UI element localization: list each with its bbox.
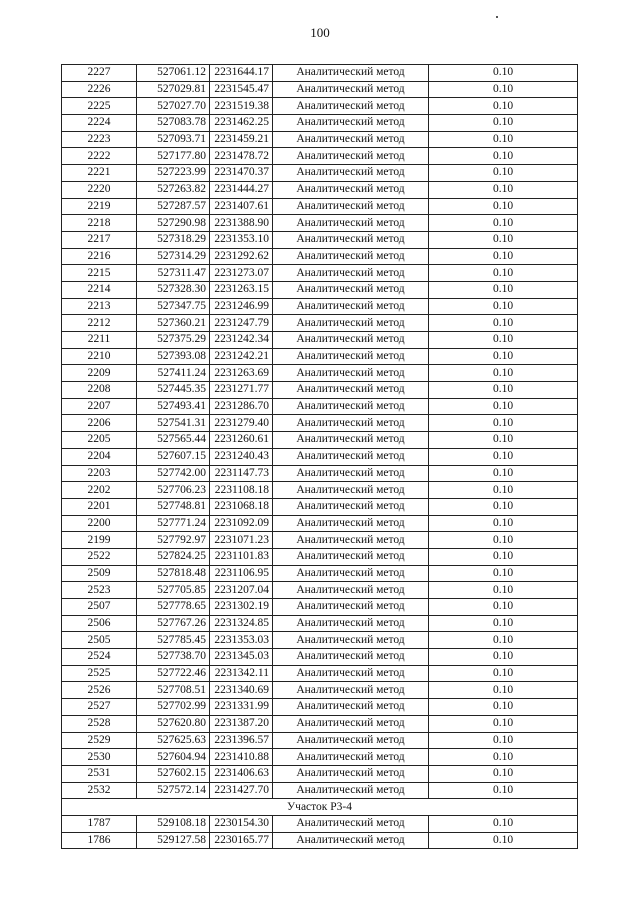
accuracy-cell: 0.10 [429,115,578,132]
point-number-cell: 2202 [62,482,137,499]
point-number-cell: 2222 [62,148,137,165]
accuracy-cell: 0.10 [429,415,578,432]
x-coordinate-cell: 527360.21 [137,315,210,332]
y-coordinate-cell: 2231388.90 [210,215,273,232]
point-number-cell: 2212 [62,315,137,332]
y-coordinate-cell: 2231407.61 [210,198,273,215]
table-row [62,548,578,565]
method-cell: Аналитический метод [273,715,429,732]
accuracy-cell: 0.10 [429,281,578,298]
point-number-cell: 2213 [62,298,137,315]
y-coordinate-cell: 2231478.72 [210,148,273,165]
point-number-cell: 2201 [62,498,137,515]
accuracy-cell: 0.10 [429,515,578,532]
x-coordinate-cell: 527625.63 [137,732,210,749]
table-row [62,615,578,632]
point-number-cell: 2505 [62,632,137,649]
x-coordinate-cell: 527620.80 [137,715,210,732]
x-coordinate-cell: 527748.81 [137,498,210,515]
x-coordinate-cell: 527604.94 [137,749,210,766]
x-coordinate-cell: 527541.31 [137,415,210,432]
y-coordinate-cell: 2231302.19 [210,599,273,616]
x-coordinate-cell: 527347.75 [137,298,210,315]
x-coordinate-cell: 527290.98 [137,215,210,232]
point-number-cell: 2506 [62,615,137,632]
point-number-cell: 2216 [62,248,137,265]
accuracy-cell: 0.10 [429,815,578,832]
accuracy-cell: 0.10 [429,782,578,799]
accuracy-cell: 0.10 [429,382,578,399]
point-number-cell: 2226 [62,81,137,98]
x-coordinate-cell: 527287.57 [137,198,210,215]
table-row [62,181,578,198]
y-coordinate-cell: 2231324.85 [210,615,273,632]
point-number-cell: 2218 [62,215,137,232]
y-coordinate-cell: 2231106.95 [210,565,273,582]
table-row [62,65,578,82]
y-coordinate-cell: 2231462.25 [210,115,273,132]
accuracy-cell: 0.10 [429,65,578,82]
accuracy-cell: 0.10 [429,832,578,849]
y-coordinate-cell: 2231292.62 [210,248,273,265]
y-coordinate-cell: 2231092.09 [210,515,273,532]
method-cell: Аналитический метод [273,615,429,632]
table-row [62,215,578,232]
table-row [62,749,578,766]
y-coordinate-cell: 2231271.77 [210,382,273,399]
accuracy-cell: 0.10 [429,498,578,515]
method-cell: Аналитический метод [273,81,429,98]
method-cell: Аналитический метод [273,448,429,465]
accuracy-cell: 0.10 [429,448,578,465]
section-title: Участок Р3-4 [62,799,578,816]
table-row [62,782,578,799]
y-coordinate-cell: 2231353.10 [210,231,273,248]
table-row [62,649,578,666]
point-number-cell: 2530 [62,749,137,766]
method-cell: Аналитический метод [273,382,429,399]
accuracy-cell: 0.10 [429,749,578,766]
x-coordinate-cell: 527223.99 [137,165,210,182]
accuracy-cell: 0.10 [429,265,578,282]
y-coordinate-cell: 2231519.38 [210,98,273,115]
method-cell: Аналитический метод [273,732,429,749]
y-coordinate-cell: 2230165.77 [210,832,273,849]
method-cell: Аналитический метод [273,565,429,582]
accuracy-cell: 0.10 [429,432,578,449]
table-row [62,198,578,215]
x-coordinate-cell: 527706.23 [137,482,210,499]
method-cell: Аналитический метод [273,432,429,449]
y-coordinate-cell: 2231286.70 [210,398,273,415]
point-number-cell: 2203 [62,465,137,482]
y-coordinate-cell: 2231207.04 [210,582,273,599]
accuracy-cell: 0.10 [429,699,578,716]
method-cell: Аналитический метод [273,215,429,232]
point-number-cell: 2507 [62,599,137,616]
x-coordinate-cell: 527705.85 [137,582,210,599]
point-number-cell: 2522 [62,548,137,565]
table-row [62,98,578,115]
accuracy-cell: 0.10 [429,565,578,582]
method-cell: Аналитический метод [273,665,429,682]
point-number-cell: 2223 [62,131,137,148]
x-coordinate-cell: 529127.58 [137,832,210,849]
accuracy-cell: 0.10 [429,548,578,565]
table-row [62,165,578,182]
point-number-cell: 2205 [62,432,137,449]
section-header-row [62,799,578,816]
point-number-cell: 2214 [62,281,137,298]
x-coordinate-cell: 527824.25 [137,548,210,565]
y-coordinate-cell: 2231260.61 [210,432,273,449]
x-coordinate-cell: 527029.81 [137,81,210,98]
y-coordinate-cell: 2231279.40 [210,415,273,432]
method-cell: Аналитический метод [273,65,429,82]
table-row [62,682,578,699]
x-coordinate-cell: 527093.71 [137,131,210,148]
method-cell: Аналитический метод [273,248,429,265]
point-number-cell: 2225 [62,98,137,115]
x-coordinate-cell: 527411.24 [137,365,210,382]
x-coordinate-cell: 527767.26 [137,615,210,632]
method-cell: Аналитический метод [273,548,429,565]
accuracy-cell: 0.10 [429,632,578,649]
x-coordinate-cell: 527565.44 [137,432,210,449]
table-row [62,715,578,732]
y-coordinate-cell: 2231396.57 [210,732,273,749]
accuracy-cell: 0.10 [429,148,578,165]
y-coordinate-cell: 2231387.20 [210,715,273,732]
table-row [62,398,578,415]
method-cell: Аналитический метод [273,281,429,298]
point-number-cell: 2208 [62,382,137,399]
table-row [62,248,578,265]
accuracy-cell: 0.10 [429,131,578,148]
method-cell: Аналитический метод [273,265,429,282]
table-row [62,281,578,298]
point-number-cell: 2528 [62,715,137,732]
x-coordinate-cell: 527572.14 [137,782,210,799]
y-coordinate-cell: 2231263.69 [210,365,273,382]
point-number-cell: 2204 [62,448,137,465]
method-cell: Аналитический метод [273,749,429,766]
y-coordinate-cell: 2231410.88 [210,749,273,766]
x-coordinate-cell: 527742.00 [137,465,210,482]
point-number-cell: 2210 [62,348,137,365]
point-number-cell: 2523 [62,582,137,599]
method-cell: Аналитический метод [273,649,429,666]
accuracy-cell: 0.10 [429,231,578,248]
accuracy-cell: 0.10 [429,732,578,749]
x-coordinate-cell: 527785.45 [137,632,210,649]
point-number-cell: 2509 [62,565,137,582]
accuracy-cell: 0.10 [429,198,578,215]
method-cell: Аналитический метод [273,365,429,382]
x-coordinate-cell: 527393.08 [137,348,210,365]
point-number-cell: 2200 [62,515,137,532]
method-cell: Аналитический метод [273,815,429,832]
x-coordinate-cell: 527263.82 [137,181,210,198]
accuracy-cell: 0.10 [429,465,578,482]
coordinates-table [61,64,578,849]
table-row [62,432,578,449]
method-cell: Аналитический метод [273,782,429,799]
table-row [62,332,578,349]
accuracy-cell: 0.10 [429,315,578,332]
accuracy-cell: 0.10 [429,615,578,632]
y-coordinate-cell: 2231644.17 [210,65,273,82]
y-coordinate-cell: 2231331.99 [210,699,273,716]
method-cell: Аналитический метод [273,515,429,532]
point-number-cell: 2526 [62,682,137,699]
table-row [62,832,578,849]
point-number-cell: 2531 [62,765,137,782]
accuracy-cell: 0.10 [429,682,578,699]
y-coordinate-cell: 2231545.47 [210,81,273,98]
method-cell: Аналитический метод [273,482,429,499]
accuracy-cell: 0.10 [429,248,578,265]
method-cell: Аналитический метод [273,582,429,599]
method-cell: Аналитический метод [273,398,429,415]
y-coordinate-cell: 2231108.18 [210,482,273,499]
x-coordinate-cell: 527708.51 [137,682,210,699]
x-coordinate-cell: 527027.70 [137,98,210,115]
method-cell: Аналитический метод [273,599,429,616]
y-coordinate-cell: 2231242.34 [210,332,273,349]
method-cell: Аналитический метод [273,348,429,365]
table-row [62,265,578,282]
x-coordinate-cell: 527314.29 [137,248,210,265]
x-coordinate-cell: 527818.48 [137,565,210,582]
table-row [62,765,578,782]
table-row [62,632,578,649]
accuracy-cell: 0.10 [429,215,578,232]
method-cell: Аналитический метод [273,765,429,782]
y-coordinate-cell: 2231444.27 [210,181,273,198]
x-coordinate-cell: 527177.80 [137,148,210,165]
point-number-cell: 2527 [62,699,137,716]
scan-speck [496,16,498,18]
point-number-cell: 2217 [62,231,137,248]
accuracy-cell: 0.10 [429,165,578,182]
point-number-cell: 2220 [62,181,137,198]
table-row [62,298,578,315]
table-row [62,148,578,165]
point-number-cell: 2221 [62,165,137,182]
method-cell: Аналитический метод [273,699,429,716]
method-cell: Аналитический метод [273,315,429,332]
point-number-cell: 1787 [62,815,137,832]
point-number-cell: 2525 [62,665,137,682]
table-row [62,231,578,248]
method-cell: Аналитический метод [273,181,429,198]
y-coordinate-cell: 2231427.70 [210,782,273,799]
accuracy-cell: 0.10 [429,482,578,499]
table-row [62,348,578,365]
y-coordinate-cell: 2231068.18 [210,498,273,515]
y-coordinate-cell: 2231246.99 [210,298,273,315]
table-row [62,81,578,98]
point-number-cell: 2219 [62,198,137,215]
y-coordinate-cell: 2231353.03 [210,632,273,649]
x-coordinate-cell: 527445.35 [137,382,210,399]
method-cell: Аналитический метод [273,198,429,215]
x-coordinate-cell: 527493.41 [137,398,210,415]
table-row [62,815,578,832]
accuracy-cell: 0.10 [429,599,578,616]
y-coordinate-cell: 2230154.30 [210,815,273,832]
method-cell: Аналитический метод [273,632,429,649]
x-coordinate-cell: 527722.46 [137,665,210,682]
x-coordinate-cell: 527318.29 [137,231,210,248]
method-cell: Аналитический метод [273,131,429,148]
accuracy-cell: 0.10 [429,365,578,382]
accuracy-cell: 0.10 [429,298,578,315]
x-coordinate-cell: 527607.15 [137,448,210,465]
x-coordinate-cell: 527311.47 [137,265,210,282]
accuracy-cell: 0.10 [429,332,578,349]
table-row [62,498,578,515]
accuracy-cell: 0.10 [429,81,578,98]
x-coordinate-cell: 529108.18 [137,815,210,832]
table-row [62,115,578,132]
x-coordinate-cell: 527602.15 [137,765,210,782]
method-cell: Аналитический метод [273,231,429,248]
x-coordinate-cell: 527771.24 [137,515,210,532]
method-cell: Аналитический метод [273,115,429,132]
x-coordinate-cell: 527061.12 [137,65,210,82]
y-coordinate-cell: 2231342.11 [210,665,273,682]
table-row [62,482,578,499]
method-cell: Аналитический метод [273,498,429,515]
x-coordinate-cell: 527778.65 [137,599,210,616]
table-row [62,448,578,465]
point-number-cell: 2529 [62,732,137,749]
x-coordinate-cell: 527738.70 [137,649,210,666]
y-coordinate-cell: 2231101.83 [210,548,273,565]
accuracy-cell: 0.10 [429,348,578,365]
y-coordinate-cell: 2231263.15 [210,281,273,298]
y-coordinate-cell: 2231247.79 [210,315,273,332]
point-number-cell: 2227 [62,65,137,82]
y-coordinate-cell: 2231459.21 [210,131,273,148]
accuracy-cell: 0.10 [429,715,578,732]
table-row [62,732,578,749]
table-row [62,365,578,382]
method-cell: Аналитический метод [273,832,429,849]
point-number-cell: 2215 [62,265,137,282]
table-row [62,699,578,716]
y-coordinate-cell: 2231345.03 [210,649,273,666]
method-cell: Аналитический метод [273,98,429,115]
point-number-cell: 2524 [62,649,137,666]
point-number-cell: 2532 [62,782,137,799]
point-number-cell: 1786 [62,832,137,849]
accuracy-cell: 0.10 [429,582,578,599]
table-row [62,382,578,399]
y-coordinate-cell: 2231406.63 [210,765,273,782]
method-cell: Аналитический метод [273,148,429,165]
method-cell: Аналитический метод [273,165,429,182]
accuracy-cell: 0.10 [429,649,578,666]
point-number-cell: 2199 [62,532,137,549]
x-coordinate-cell: 527702.99 [137,699,210,716]
accuracy-cell: 0.10 [429,665,578,682]
method-cell: Аналитический метод [273,298,429,315]
table-row [62,515,578,532]
coordinates-table-container [61,64,577,849]
method-cell: Аналитический метод [273,465,429,482]
x-coordinate-cell: 527375.29 [137,332,210,349]
y-coordinate-cell: 2231147.73 [210,465,273,482]
method-cell: Аналитический метод [273,682,429,699]
table-row [62,465,578,482]
x-coordinate-cell: 527328.30 [137,281,210,298]
point-number-cell: 2206 [62,415,137,432]
y-coordinate-cell: 2231071.23 [210,532,273,549]
accuracy-cell: 0.10 [429,398,578,415]
point-number-cell: 2209 [62,365,137,382]
point-number-cell: 2211 [62,332,137,349]
point-number-cell: 2224 [62,115,137,132]
y-coordinate-cell: 2231242.21 [210,348,273,365]
x-coordinate-cell: 527083.78 [137,115,210,132]
y-coordinate-cell: 2231273.07 [210,265,273,282]
table-row [62,599,578,616]
y-coordinate-cell: 2231340.69 [210,682,273,699]
table-row [62,665,578,682]
y-coordinate-cell: 2231240.43 [210,448,273,465]
y-coordinate-cell: 2231470.37 [210,165,273,182]
table-row [62,565,578,582]
table-row [62,315,578,332]
table-row [62,532,578,549]
method-cell: Аналитический метод [273,532,429,549]
method-cell: Аналитический метод [273,332,429,349]
coordinates-table-body [62,65,578,849]
accuracy-cell: 0.10 [429,181,578,198]
point-number-cell: 2207 [62,398,137,415]
accuracy-cell: 0.10 [429,765,578,782]
method-cell: Аналитический метод [273,415,429,432]
table-row [62,131,578,148]
accuracy-cell: 0.10 [429,532,578,549]
table-row [62,582,578,599]
x-coordinate-cell: 527792.97 [137,532,210,549]
table-row [62,415,578,432]
page-number: 100 [310,25,330,40]
accuracy-cell: 0.10 [429,98,578,115]
